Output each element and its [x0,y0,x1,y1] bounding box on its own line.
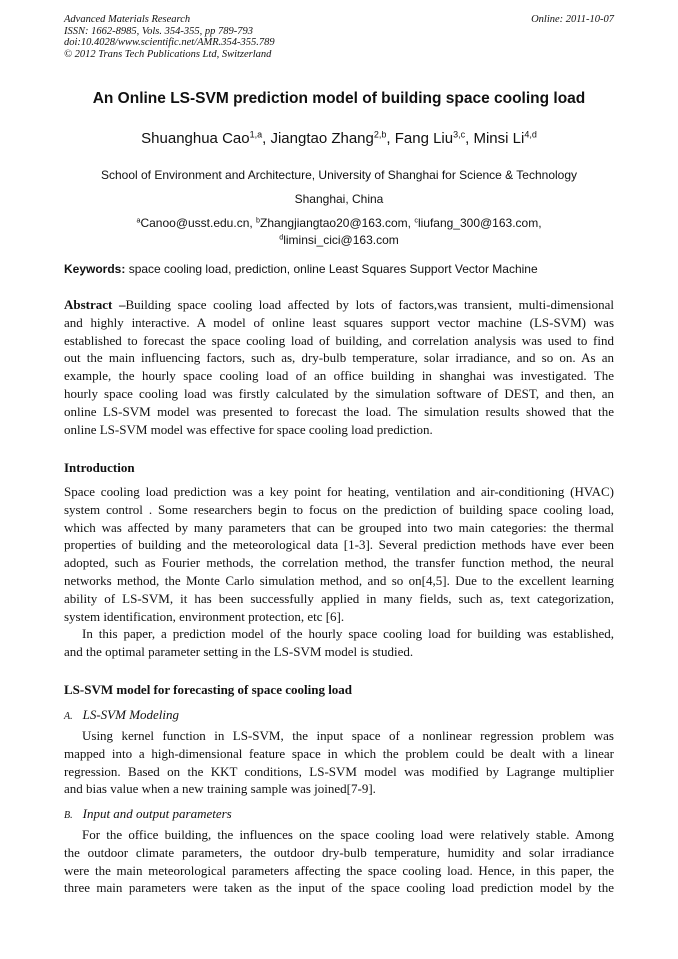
email[interactable]: liminsi_cici@163.com [283,233,399,247]
intro-heading: Introduction [64,460,135,475]
author: Jiangtao Zhang [270,130,374,147]
text-line: online LS-SVM model was effective for space cooling load prediction. [64,421,433,437]
author-sup: 2,b [373,129,387,140]
text-line: three main parameters were taken as the input of the space cooling load prediction model by the [64,880,614,896]
abstract-label: Abstract – [64,297,126,312]
journal-header [64,14,275,60]
subsection-title: LS-SVM Modeling [82,707,180,722]
author-sup: 4,d [524,129,537,140]
author: Minsi Li [473,130,525,147]
text-line: Space cooling load prediction was a key point for heating, ventilation and air-conditioning (HVAC) [64,484,614,499]
text-line: were the main meteorological parameters affecting the space cooling load. Hence, in this paper, the [64,862,614,878]
authors: Shuanghua Cao$^{1,a}$, Jiangtao Zhang$^{2,b}$, Fang Liu$^{3,c}$, Minsi Li$^{4,d}$ [141,129,537,147]
email-sup: d [279,232,284,242]
text-line: example, the hourly space cooling load of an office building in shanghai was investigated. The [64,368,614,384]
abstract [64,296,614,438]
subsection-a-body [64,727,614,798]
journal-name: Advanced Materials Research [64,14,191,25]
text-line: In this paper, a prediction model of the hourly space cooling load for building was established, [82,626,614,642]
emails-line-1 [0,216,678,230]
text-line: online LS-SVM model was presented to forecast the load. The simulation results showed that the [64,403,614,419]
text-line: mapped into a high-dimensional feature space in which the problem could be dealt with a linear [64,745,614,761]
author-sup: 3,c [453,129,466,140]
text-line: Using kernel function in LS-SVM, the input space of a nonlinear regression problem was [82,728,614,743]
email-sup: a [136,215,141,225]
doi: doi:10.4028/www.scientific.net/AMR.354-355.789 [64,37,275,48]
text-line: regression. Based on the KKT conditions, LS-SVM model was modified by Lagrange multiplier [64,763,614,779]
keywords-text: space cooling load, prediction, online Least Squares Support Vector Machine [128,262,538,276]
text-line [64,296,614,314]
email-sup: b [256,215,261,225]
subsection-b-body [64,826,614,897]
text-line: For the office building, the influences on the space cooling load were relatively stable. Among [82,827,614,842]
section-heading: LS-SVM model for forecasting of space cooling load [64,682,353,697]
text-line: which was affected by many parameters that can be grouped into two main categories: the thermal [64,519,614,535]
text-line: properties of building and the meteorological data [1-3]. Several prediction methods have ever been [64,537,614,553]
city: Shanghai, China [294,192,384,206]
copyright: © 2012 Trans Tech Publications Ltd, Switzerland [64,48,272,60]
text-line: and the optimal parameter setting in the LS-SVM model is studied. [64,644,414,660]
introduction [64,483,614,661]
emails-line-2 [0,233,678,247]
text-line: and bias value when a new training sample was joined[7-9]. [64,781,376,797]
text-line: established to forecast the space cooling load of building, and correlation analysis was used to find [64,332,614,348]
subsection-b-title [64,806,232,824]
email[interactable]: Canoo@usst.edu.cn, [140,216,253,230]
text-line: the outdoor climate parameters, the outdoor dry-bulb temperature, humidity and solar irradiance [64,844,614,860]
online-date: Online: 2011-10-07 [531,14,614,25]
text-line: adopted, such as Fourier methods, the correlation method, the transfer function method, the neural [64,555,614,571]
text-line: out the main influencing factors, such as, dry-bulb temperature, solar irradiance, and so on. As an [64,350,614,366]
email[interactable]: liufang_300@163.com, [417,216,542,230]
text-line: ability of LS-SVM, it has been successfully applied in many fields, such as, text categorization, [64,590,614,606]
author: Shuanghua Cao [141,130,250,147]
author: Fang Liu [394,130,454,147]
text-line: system control . Some researchers begin to focus on the prediction of building space cooling load, [64,501,614,517]
keywords-label: Keywords: [64,262,126,276]
issn: ISSN: 1662-8985, Vols. 354-355, pp 789-793 [64,25,253,37]
author-sup: 1,a [249,129,263,140]
text-line-content: Building space cooling load affected by lots of factors,was transient, multi-dimensional [125,297,614,312]
subsection-number: B. [64,810,73,821]
text-line: and highly interactive. A model of online least squares support vector machine (LS-SVM) was [64,314,614,330]
subsection-title: Input and output parameters [82,806,232,821]
email[interactable]: Zhangjiangtao20@163.com, [260,216,411,230]
text-line: system identification, environment protection, etc [6]. [64,608,345,624]
text-line: hourly space cooling load was firstly calculated by the simulation software of DEST, and then, an [64,385,614,401]
email-sup: c [414,215,418,225]
paper-title: An Online LS-SVM prediction model of building space cooling load [92,90,586,107]
text-line: networks method, the Monte Carlo simulation method, and so on[4,5]. Due to the excellent learning [64,572,614,588]
affiliation: School of Environment and Architecture, University of Shanghai for Science & Technology [100,168,578,182]
keywords [64,262,538,276]
subsection-number: A. [64,711,73,722]
subsection-a-title [64,707,179,725]
